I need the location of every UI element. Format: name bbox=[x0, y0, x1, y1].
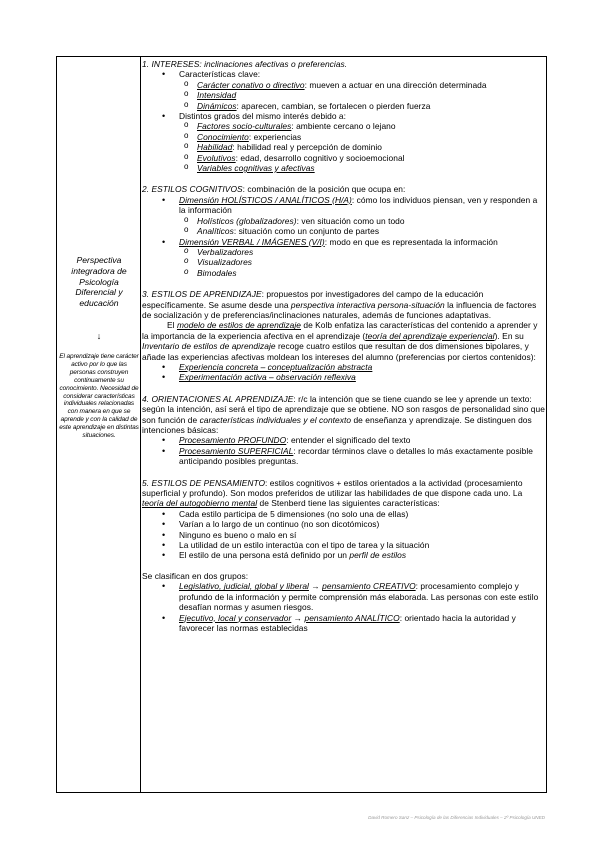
content-table bbox=[56, 56, 547, 793]
list-item: o Variables cognitivas y afectivas bbox=[142, 163, 546, 173]
list-item: o Habilidad: habilidad real y percepción de dominio bbox=[142, 142, 546, 152]
list-item: o Verbalizadores bbox=[142, 247, 546, 257]
list-item: • Experimentación activa – observación reflexiva bbox=[142, 372, 546, 382]
left-column bbox=[57, 57, 141, 792]
down-arrow-icon: ↓ bbox=[96, 331, 102, 341]
list-item: • Experiencia concreta – conceptualización abstracta bbox=[142, 362, 546, 372]
list-item: o Visualizadores bbox=[142, 257, 546, 267]
section-estilos-aprendizaje bbox=[142, 289, 546, 383]
list-item: • Cada estilo participa de 5 dimensiones (no solo una de ellas) bbox=[142, 509, 546, 519]
paragraph: 4. ORIENTACIONES AL APRENDIZAJE: r/c la intención que se tiene cuando se lee y aprende un texto: según la intención, así será el tipo de aprendizaje que se obtiene. NO son rasgos de personalidad sino que son función de características individuales y el contexto de enseñanza y aprendizaje. Se distinguen dos intenciones básicas: bbox=[142, 393, 545, 435]
page-footer: David Romero Sanz – Psicología de las Diferencias Individuales – 2º Psicología UNED bbox=[368, 815, 545, 820]
paragraph: El modelo de estilos de aprendizaje de Kolb enfatiza las características del contenido a aprender y la importancia de la experiencia afectiva en el aprendizaje (teoría del aprendizaje experiencial). En su Inventario de estilos de aprendizaje recoge cuatro estilos que resultan de dos dimensiones bipolares, y añade las experiencias afectivas moldean los intereses del alumno (preferencias por ciertos contenidos): bbox=[142, 320, 538, 362]
list-item: • Distintos grados del mismo interés debido a: bbox=[142, 111, 546, 121]
list-item: • Ninguno es bueno o malo en sí bbox=[142, 530, 546, 540]
paragraph: 3. ESTILOS DE APRENDIZAJE: propuestos por investigadores del campo de la educación específicamente. Se asume desde una perspectiva interactiva persona-situación la influencia de factores de socialización y de preferencias/inclinaciones naturales, además de funciones adaptativas. bbox=[142, 289, 537, 320]
list-item: o Holísticos (globalizadores): ven situación como un todo bbox=[142, 216, 546, 226]
section-estilos-pensamiento bbox=[142, 478, 546, 634]
list-item: • El estilo de una persona está definido por un perfil de estilos bbox=[142, 550, 546, 560]
left-note: El aprendizaje tiene carácter activo por lo que las personas construyen continuamente su conocimiento. Necesidad de considerar características individuales relacionadas con manera en que se aprende y con la calidad de este aprendizaje en distintas situaciones. bbox=[59, 353, 139, 440]
list-item: o Analíticos: situación como un conjunto de partes bbox=[142, 226, 546, 236]
list-item: o Factores socio-culturales: ambiente cercano o lejano bbox=[142, 121, 546, 131]
list-item: • Características clave: bbox=[142, 69, 546, 79]
section-heading: 2. ESTILOS COGNITIVOS: combinación de la posición que ocupa en: bbox=[142, 184, 406, 195]
list-item: o Intensidad bbox=[142, 90, 546, 100]
list-item: o Bimodales bbox=[142, 268, 546, 278]
list-item: o Carácter conativo o directivo: mueven a actuar en una dirección determinada bbox=[142, 80, 546, 90]
classify-intro: Se clasifican en dos grupos: bbox=[142, 570, 249, 581]
list-item: • Varían a lo largo de un continuo (no son dicotómicos) bbox=[142, 519, 546, 529]
section-heading: 1. INTERESES: inclinaciones afectivas o preferencias. bbox=[142, 59, 348, 69]
list-item: • Ejecutivo, local y conservador → pensamiento ANALÍTICO: orientado hacia la autoridad y favorecer las normas establecidas bbox=[142, 613, 546, 634]
list-item: • La utilidad de un estilo interactúa con el tipo de tarea y la situación bbox=[142, 540, 546, 550]
list-item: • Dimensión HOLÍSTICOS / ANALÍTICOS (H/A): cómo los individuos piensan, ven y responden a la información bbox=[142, 195, 546, 216]
list-item: • Procesamiento PROFUNDO: entender el significado del texto bbox=[142, 435, 546, 445]
list-item: o Evolutivos: edad, desarrollo cognitivo y socioemocional bbox=[142, 153, 546, 163]
list-item: • Dimensión VERBAL / IMÁGENES (V/I): modo en que es representada la información bbox=[142, 237, 546, 247]
list-item: • Legislativo, judicial, global y liberal → pensamiento CREATIVO: procesamiento complejo y profundo de la información y permite comprensión más elaborada. Las personas con este estilo desafían normas y asumen riesgos. bbox=[142, 581, 546, 612]
list-item: o Dinámicos: aparecen, cambian, se fortalecen o pierden fuerza bbox=[142, 101, 546, 111]
section-orientaciones bbox=[142, 394, 546, 467]
section-intereses bbox=[142, 59, 546, 173]
right-column bbox=[142, 59, 546, 794]
paragraph: 5. ESTILOS DE PENSAMIENTO: estilos cognitivos + estilos orientados a la actividad (procesamiento superficial y profundo). Son modos preferidos de utilizar las habilidades de que dispone cada uno. La teoría del autogobierno mental de Stenberd tiene las siguientes características: bbox=[142, 477, 523, 509]
list-item: • Procesamiento SUPERFICIAL: recordar términos clave o detalles lo más exactamente posible anticipando posibles preguntas. bbox=[142, 446, 546, 467]
section-estilos-cognitivos bbox=[142, 184, 546, 278]
left-title: Perspectiva integradora de Psicología Diferencial y educación bbox=[71, 255, 127, 309]
list-item: o Conocimiento: experiencias bbox=[142, 132, 546, 142]
